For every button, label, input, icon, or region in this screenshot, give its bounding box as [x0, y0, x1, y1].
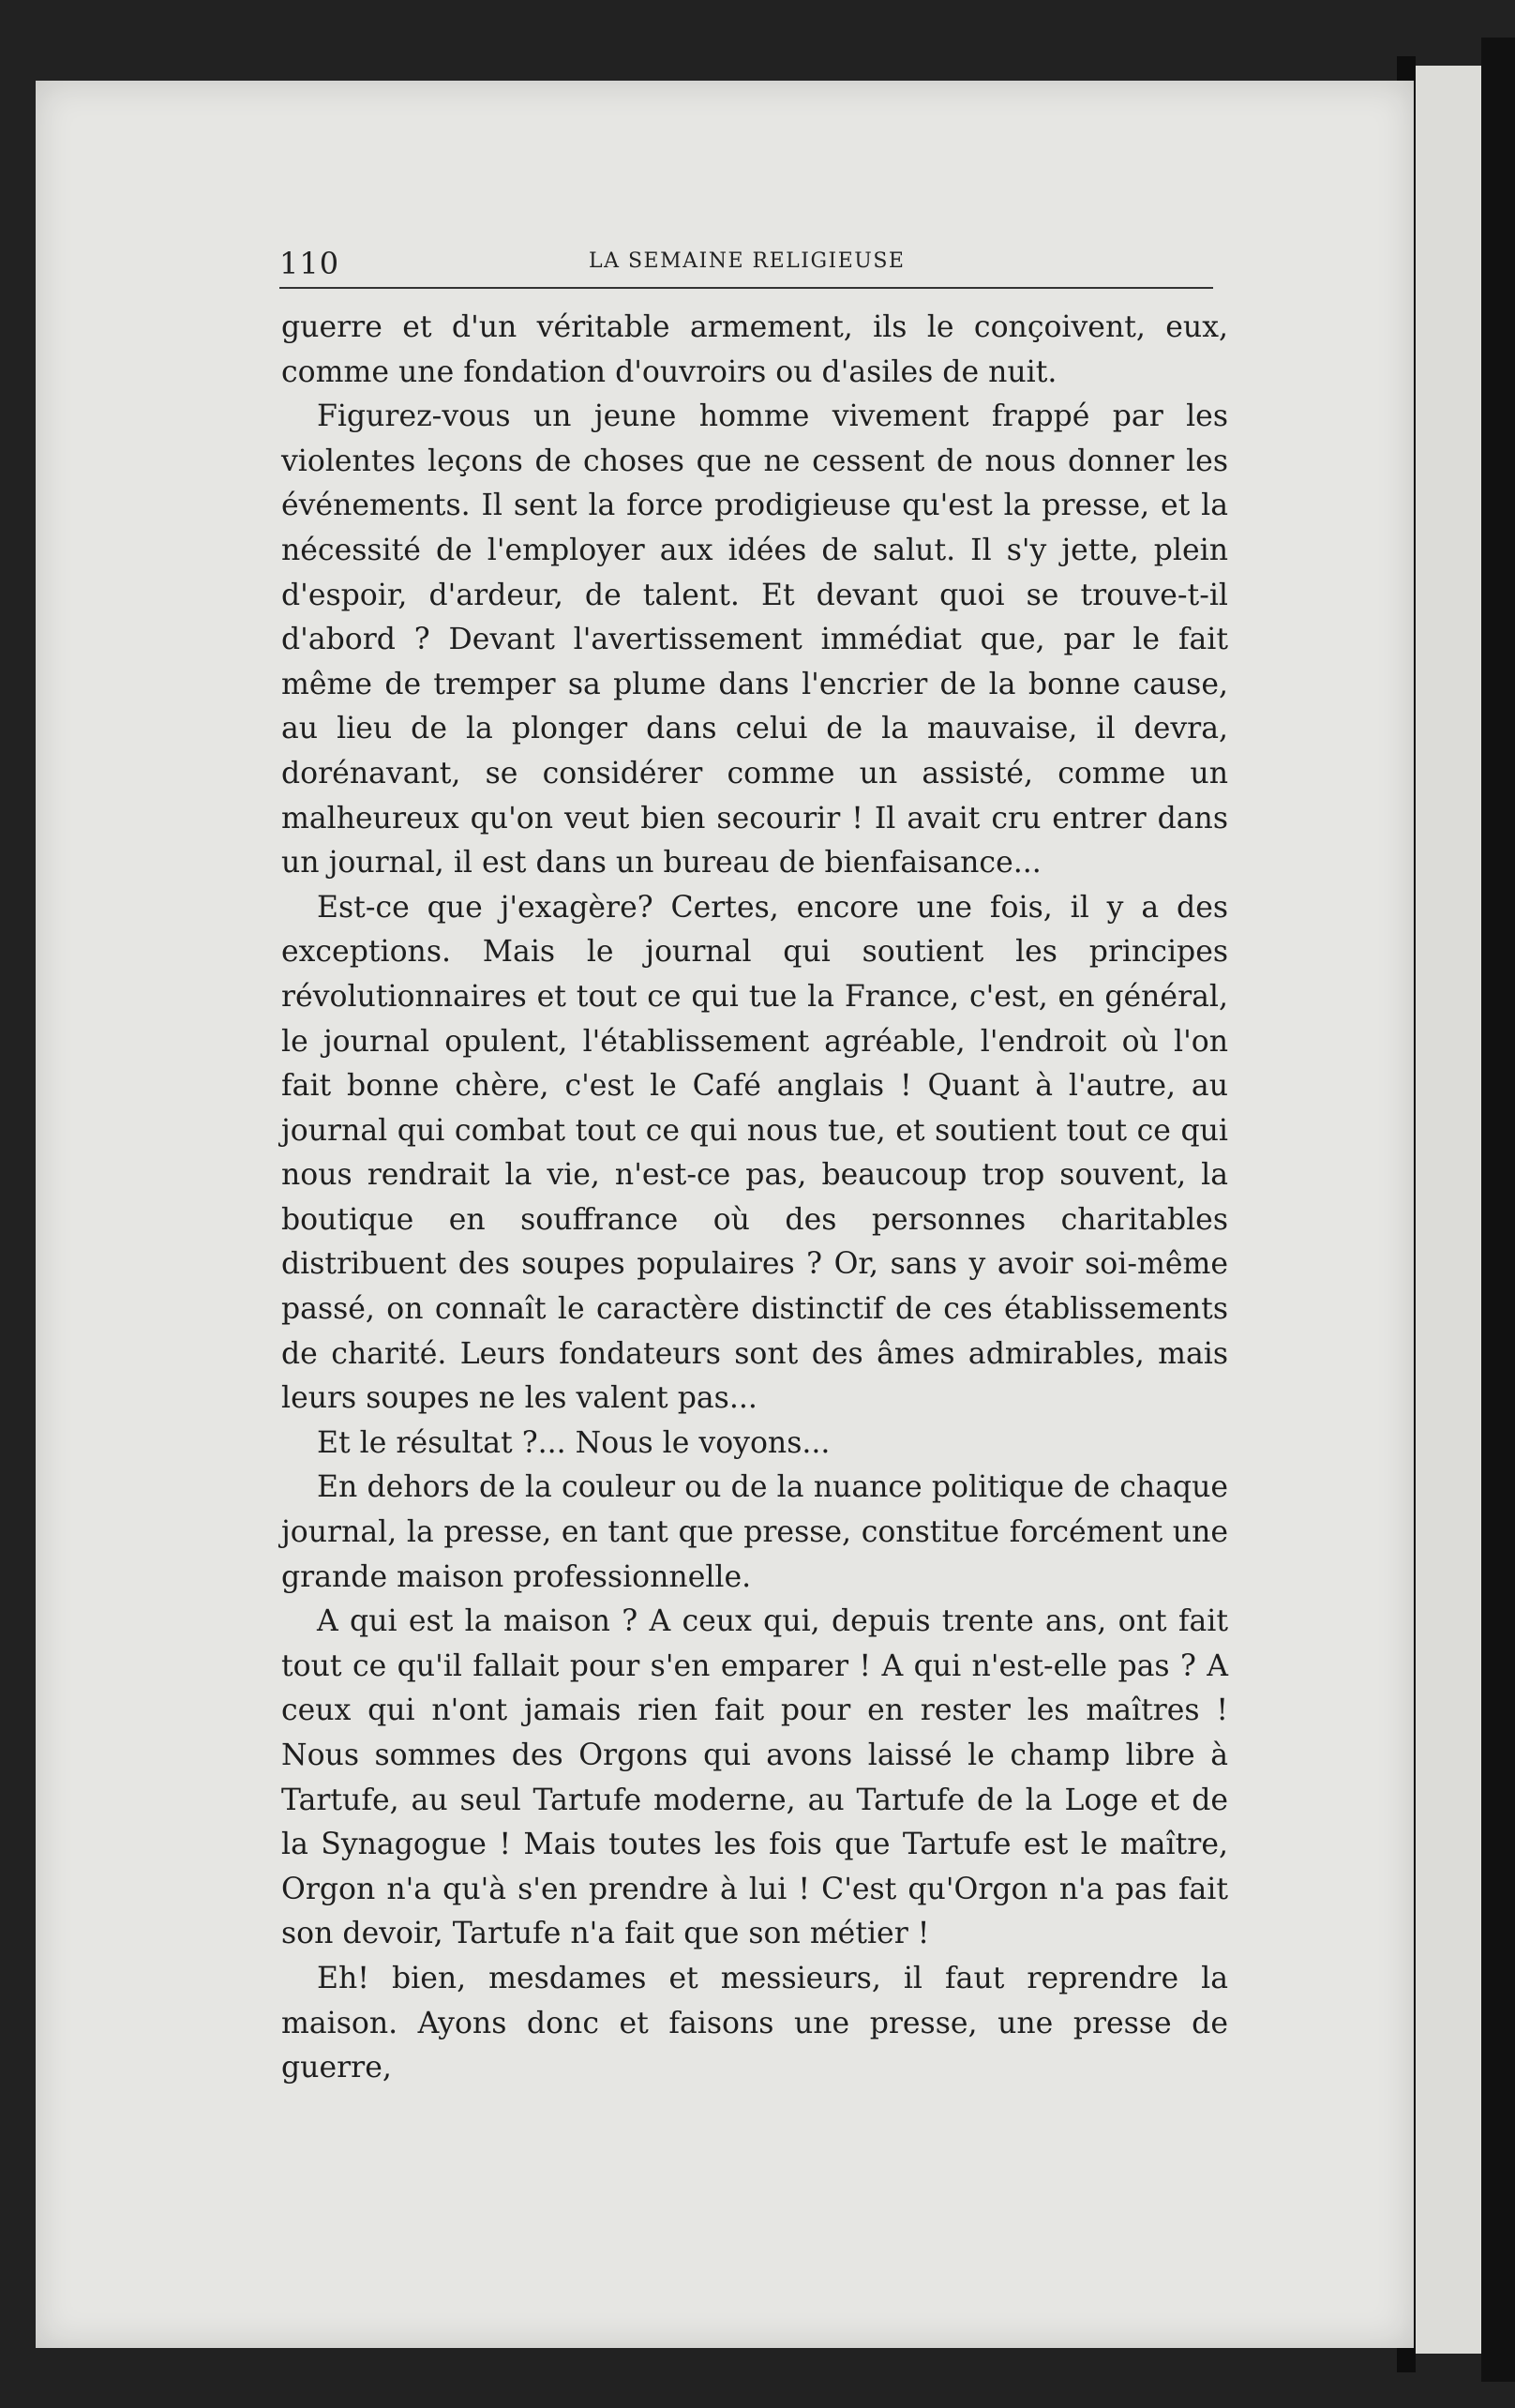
paragraph: Et le résultat ?... Nous le voyons... — [317, 1425, 831, 1460]
paragraph: Est-ce que j'exagère? Certes, encore une fois, il y a des exceptions. Mais le journal qui soutient les principes révolutionnaires et tout ce qui tue la France, c'est, en général, le journal opulent, l'établissement agréable, l'endroit où l'on fait bonne chère, c'est le Café anglais ! Quant à l'autre, au journal qui combat tout ce qui nous tue, et soutient tout ce qui nous rendrait la vie, n'est-ce pas, beaucoup trop souvent, la boutique en souffrance où des personnes charitables distribuent des soupes populaires ? Or, sans y avoir soi-même passé, on connaît le caractère distinctif de ces établissements de charité. Leurs fondateurs sont des âmes admirables, mais leurs soupes ne les valent pas... — [281, 890, 1228, 1416]
paragraph: guerre et d'un véritable armement, ils le conçoivent, eux, comme une fondation d'ouvroirs ou d'asiles de nuit. — [281, 310, 1228, 389]
body-text — [281, 306, 1228, 2091]
next-page-edge — [1416, 66, 1481, 2354]
running-title: LA SEMAINE RELIGIEUSE — [589, 249, 906, 273]
binding-shadow — [1481, 38, 1515, 2382]
paragraph: A qui est la maison ? A ceux qui, depuis trente ans, ont fait tout ce qu'il fallait pour s'en emparer ! A qui n'est-elle pas ? A ceux qui n'ont jamais rien fait pour en rester les maîtres ! Nous sommes des Orgons qui avons laissé le champ libre à Tartufe, au seul Tartufe moderne, au Tartufe de la Loge et de la Synagogue ! Mais toutes les fois que Tartufe est le maître, Orgon n'a qu'à s'en prendre à lui ! C'est qu'Orgon n'a pas fait son devoir, Tartufe n'a fait que son métier ! — [281, 1604, 1228, 1951]
page-header — [279, 246, 1213, 289]
paragraph: En dehors de la couleur ou de la nuance politique de chaque journal, la presse, en tant que presse, constitue forcément une grande maison professionnelle. — [281, 1470, 1228, 1594]
paragraph: Eh! bien, mesdames et messieurs, il faut reprendre la maison. Ayons donc et faisons une presse, une presse de guerre, — [281, 1961, 1228, 2085]
paragraph: Figurez-vous un jeune homme vivement frappé par les violentes leçons de choses que ne cessent de nous donner les événements. Il sent la force prodigieuse qu'est la presse, et la nécessité de l'employer aux idées de salut. Il s'y jette, plein d'espoir, d'ardeur, de talent. Et devant quoi se trouve-t-il d'abord ? Devant l'avertissement immédiat que, par le fait même de tremper sa plume dans l'encrier de la bonne cause, au lieu de la plonger dans celui de la mauvaise, il devra, dorénavant, se considérer comme un assisté, comme un malheureux qu'on veut bien secourir ! Il avait cru entrer dans un journal, il est dans un bureau de bienfaisance... — [281, 399, 1228, 880]
page-number: 110 — [279, 246, 340, 281]
